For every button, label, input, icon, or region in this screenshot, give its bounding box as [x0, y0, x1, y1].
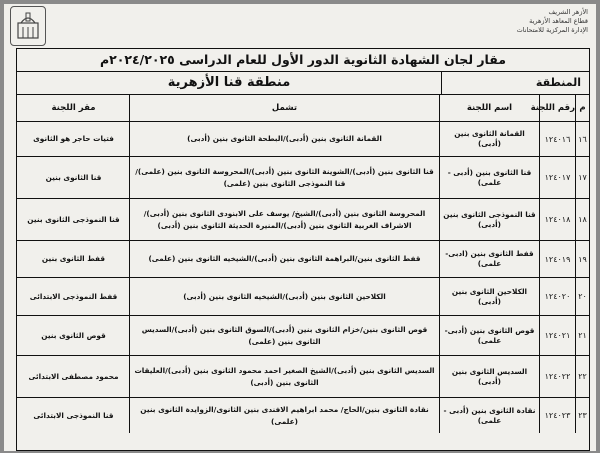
row-committee-name: نقادة الثانوى بنين (أدبى - علمى) — [439, 398, 539, 433]
row-includes: الكلاحين الثانوى بنين (أدبى)/الشيخيه الثانوى بنين (أدبى) — [129, 278, 439, 315]
row-includes: قنا الثانوى بنين (أدبى)/الشوينة الثانوى بنين (أدبى)/المحروسة الثانوى بنين (علمى)/قنا النموذجى الثانوى بنين (علمى) — [129, 157, 439, 198]
row-committee-name: قنا النموذجى الثانوى بنين (أدبى) — [439, 199, 539, 240]
header-line: الإدارة المركزية للامتحانات — [516, 26, 588, 34]
header-line: الأزهر الشريف — [548, 8, 588, 16]
row-headquarters: قنا النموذجى الابتدائى — [33, 410, 114, 420]
table-row — [17, 122, 589, 157]
row-committee-number: ١٢٤٠٢٣ — [539, 398, 575, 433]
row-committee-number: ١٢٤٠١٦ — [539, 122, 575, 156]
row-committee-name: السديس الثانوى بنين (أدبى) — [439, 356, 539, 397]
table-row — [17, 316, 589, 356]
row-committee-number: ١٢٤٠١٧ — [539, 157, 575, 198]
row-headquarters: فتيات حاجر هو الثانوى — [33, 134, 114, 143]
row-includes: قفط الثانوى بنين/البراهمة الثانوى بنين (أدبى)/الشيخيه الثانوى بنين (علمى) — [129, 241, 439, 277]
row-headquarters: قوص الثانوى بنين — [41, 330, 106, 340]
row-committee-number: ١٢٤٠٢١ — [539, 316, 575, 355]
table-row — [17, 241, 589, 278]
region-name: منطقة قنا الأزهرية — [167, 75, 291, 90]
row-committee-number: ١٢٤٠١٨ — [539, 199, 575, 240]
row-includes: المحروسة الثانوى بنين (أدبى)/الشيخ/ يوسف على الابنودى الثانوى بنين (أدبى)/الاشراف الغربية الثانوى بنين (أدبى)/المنيرة الحديثة الثانوى بنين (أدبى) — [129, 199, 439, 240]
col-index: م — [575, 95, 589, 121]
table-row — [17, 199, 589, 241]
row-index: ١٨ — [575, 199, 589, 240]
row-committee-name: قفط الثانوى بنين (ادبى-علمى) — [439, 241, 539, 277]
page-title: مقار لجان الشهادة الثانوية الدور الأول للعام الدراسى ٢٠٢٤/٢٠٢٥م — [17, 49, 589, 72]
row-committee-name: قنا الثانوى بنين (أدبى - علمى) — [439, 157, 539, 198]
table-row — [17, 398, 589, 433]
azhar-logo — [10, 6, 46, 46]
row-headquarters: محمود مصطفى الابتدائى — [28, 371, 119, 381]
row-includes: القمانة الثانوى بنين (أدبى)/البطحة الثانوى بنين (أدبى) — [129, 122, 439, 156]
col-headquarters: مقر اللجنة — [51, 103, 96, 113]
row-index: ٢١ — [575, 316, 589, 355]
row-index: ١٦ — [575, 122, 589, 156]
row-includes: قوص الثانوى بنين/خزام الثانوى بنين (أدبى)/السوق الثانوى بنين (أدبى)/السديس الثانوى بنين (علمى) — [129, 316, 439, 355]
row-includes: نقادة الثانوى بنين/الحاج/ محمد ابراهيم الافندى بنين الثانوى/الزوايدة الثانوى بنين (علمى) — [129, 398, 439, 433]
table-header — [17, 95, 589, 122]
row-committee-number: ١٢٤٠١٩ — [539, 241, 575, 277]
row-committee-name: الكلاحين الثانوى بنين (أدبى) — [439, 278, 539, 315]
row-headquarters: قنا الثانوى بنين — [45, 172, 102, 182]
azhar-logo-icon — [15, 11, 41, 41]
row-committee-name: القمانة الثانوى بنين (أدبى) — [439, 122, 539, 156]
document-page — [4, 4, 596, 451]
committees-table — [16, 48, 590, 451]
region-label: المنطقة — [441, 72, 589, 94]
row-committee-number: ١٢٤٠٢٠ — [539, 278, 575, 315]
row-index: ٢٠ — [575, 278, 589, 315]
col-includes: تشمل — [129, 95, 439, 121]
col-committee-number: رقم اللجنة — [539, 95, 575, 121]
region-row — [17, 72, 589, 95]
row-headquarters: قفط النموذجى الابتدائى — [29, 291, 118, 301]
row-committee-name: قوص الثانوى بنين (أدبى-علمى) — [439, 316, 539, 355]
row-headquarters: قنا النموذجى الثانوى بنين — [27, 214, 120, 224]
row-includes: السديس الثانوى بنين (أدبى)/الشيخ الصغير احمد محمود الثانوى بنين (أدبى)/العليقات الثانوى بنين (أدبى) — [129, 356, 439, 397]
row-index: ٢٢ — [575, 356, 589, 397]
table-row — [17, 278, 589, 316]
header-line: قطاع المعاهد الأزهرية — [529, 17, 588, 25]
col-committee-name: اسم اللجنة — [439, 95, 539, 121]
table-row — [17, 356, 589, 398]
row-index: ١٧ — [575, 157, 589, 198]
header-authority — [502, 8, 588, 35]
row-index: ١٩ — [575, 241, 589, 277]
row-index: ٢٣ — [575, 398, 589, 433]
table-row — [17, 157, 589, 199]
row-headquarters: قفط الثانوى بنين — [41, 254, 106, 263]
row-committee-number: ١٢٤٠٢٢ — [539, 356, 575, 397]
